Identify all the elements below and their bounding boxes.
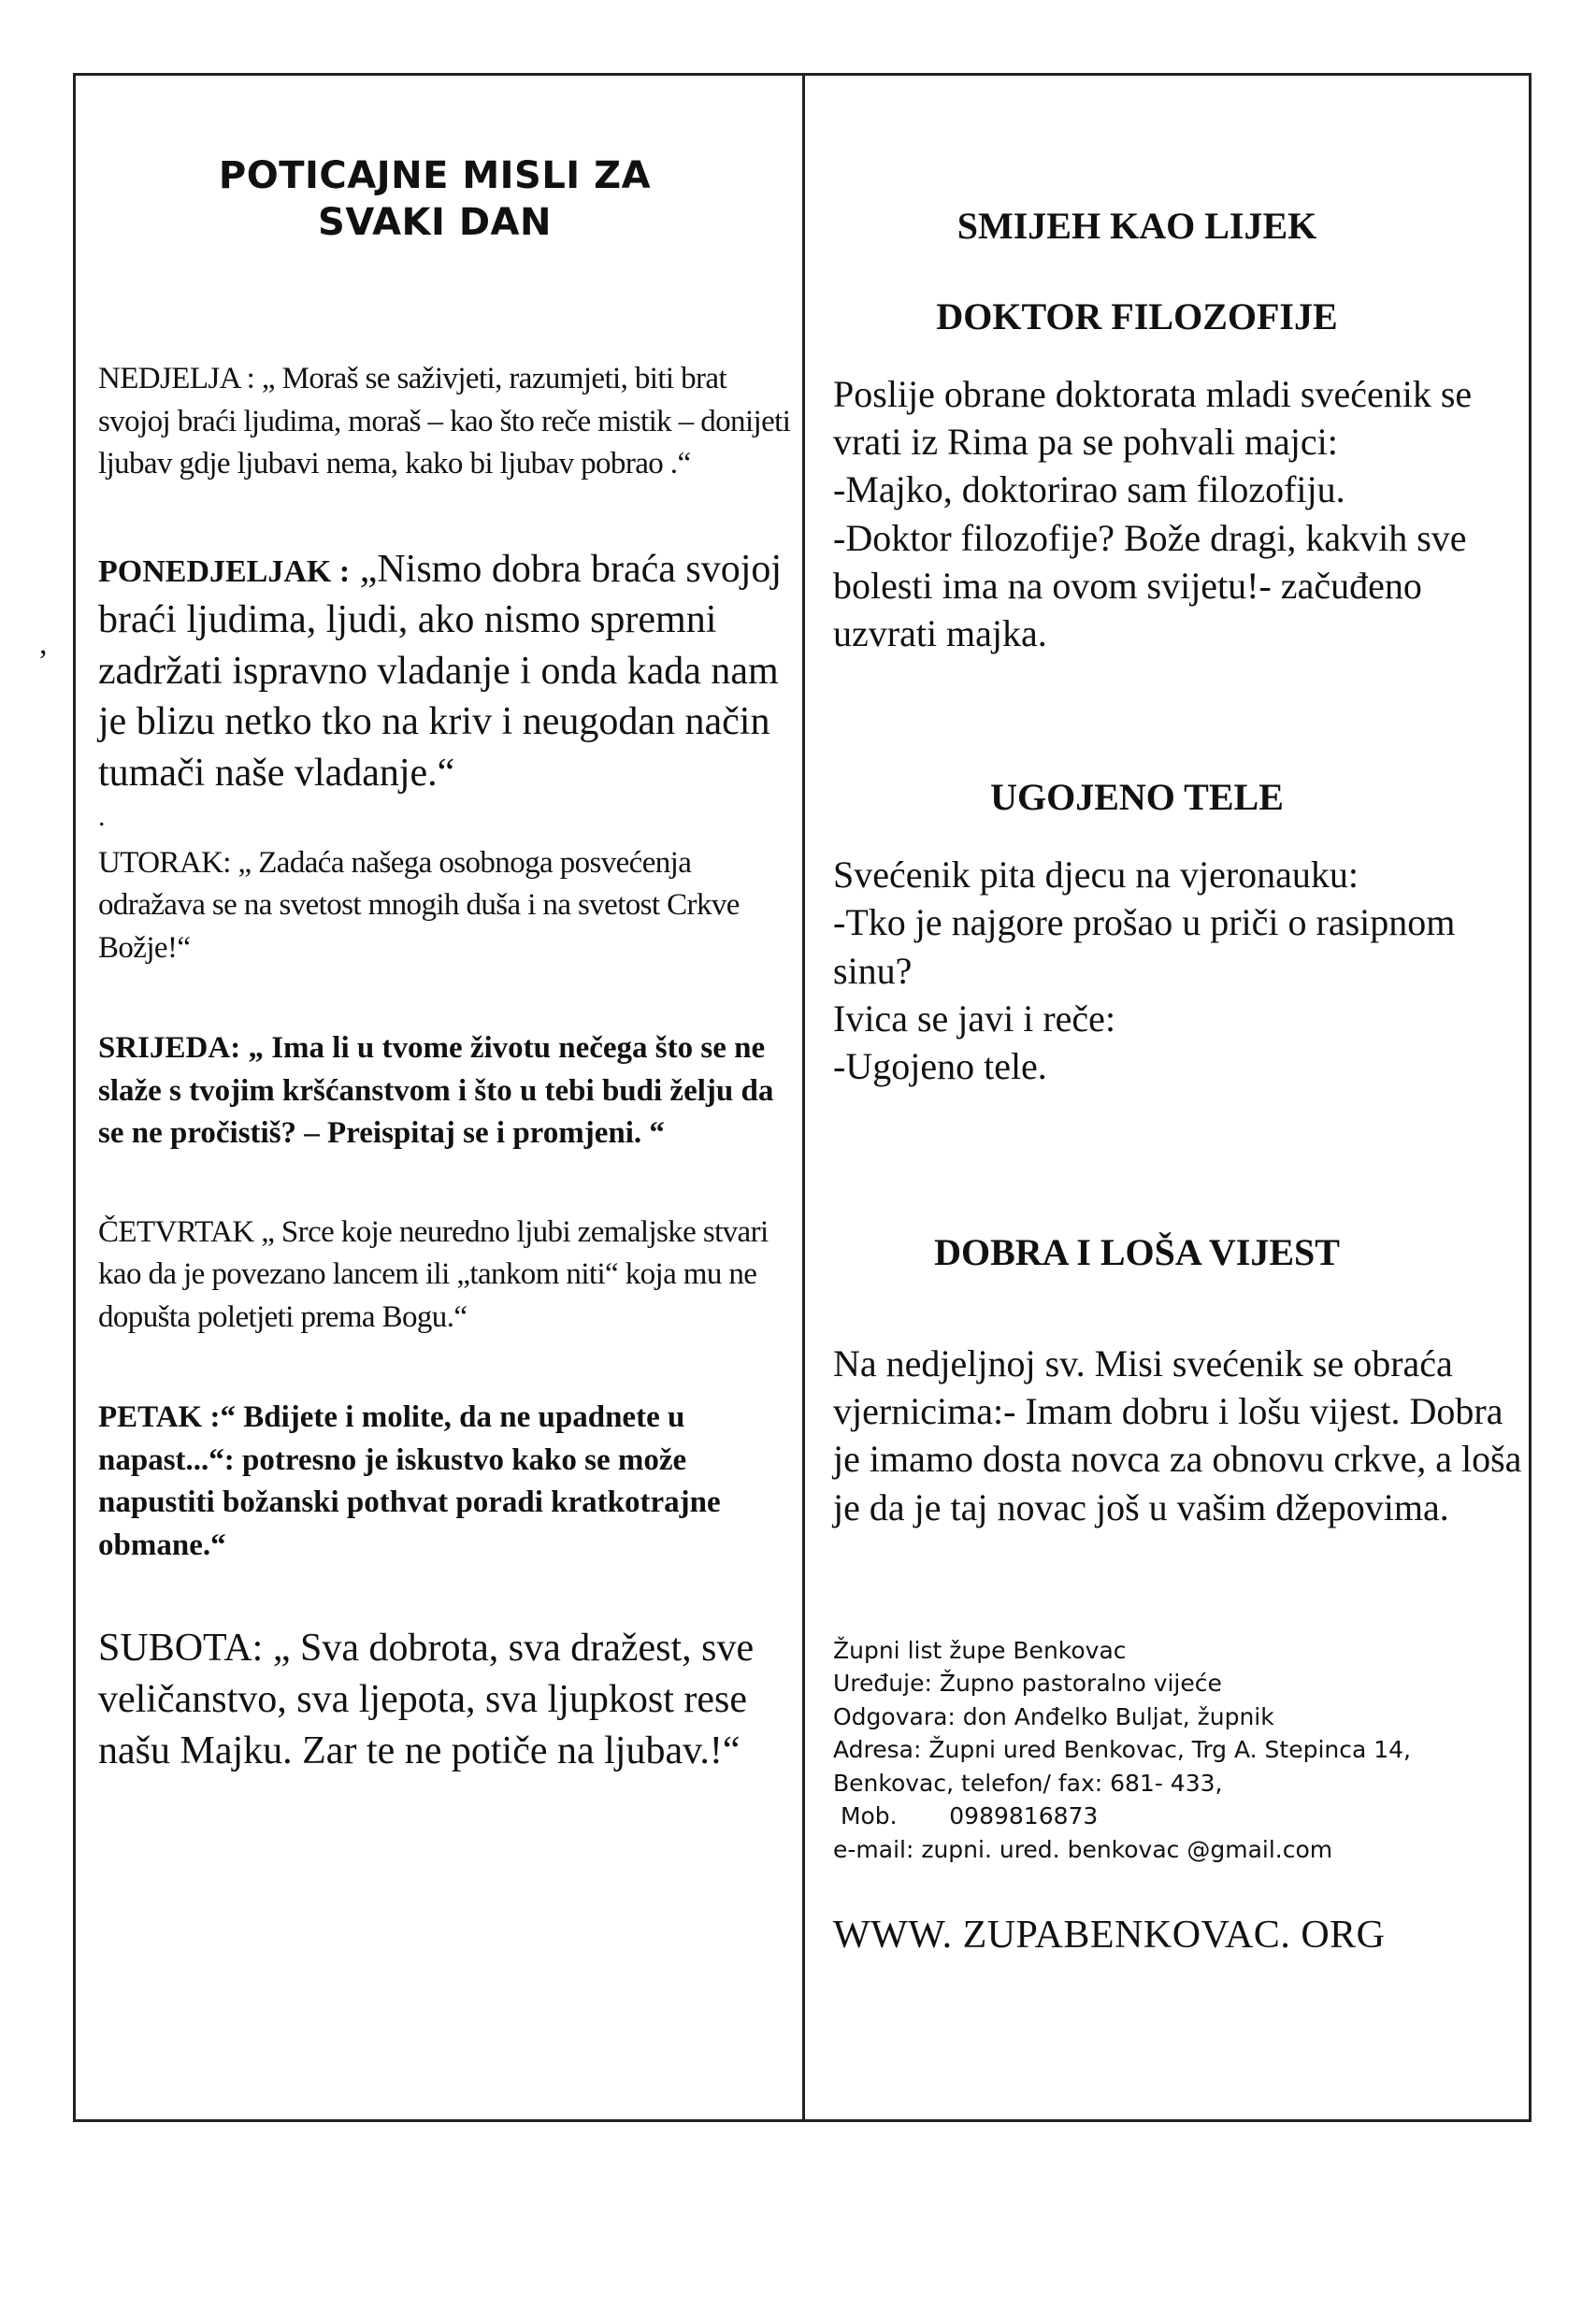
saturday-label: SUBOTA: xyxy=(98,1627,264,1671)
stray-dot: . xyxy=(98,800,106,832)
tuesday-thought xyxy=(98,842,802,970)
joke2-text: Svećenik pita djecu na vjeronauku: -Tko je najgore prošao u priči o rasipnom sinu? Ivica se javi i reče: -Ugojeno tele. xyxy=(833,854,1456,1087)
sunday-text: „ Moraš se saživjeti, razumjeti, biti brat svojoj braći ljudima, moraš – kao što reče mistik – donijeti ljubav gdje ljubavi nema, kako bi ljubav pobrao .“ xyxy=(98,362,791,481)
friday-label: PETAK : xyxy=(98,1400,221,1435)
wednesday-thought xyxy=(98,1027,802,1155)
joke3-title: DOBRA I LOŠA VIJEST xyxy=(934,1231,1340,1274)
friday-thought xyxy=(98,1397,802,1567)
joke3-text: Na nedjeljnoj sv. Misi svećenik se obraća vjernicima:- Imam dobru i lošu vijest. Dobra je imamo dosta novca za obnovu crkve, a loša je da je taj novac još u vašim džepovima. xyxy=(833,1342,1522,1528)
daily-thoughts-title: POTICAJNE MISLI ZA SVAKI DAN xyxy=(218,154,652,244)
monday-thought xyxy=(98,544,802,799)
parish-imprint xyxy=(833,1634,1529,1867)
monday-label: PONEDJELJAK : xyxy=(98,553,351,589)
margin-mark: , xyxy=(39,626,48,661)
wednesday-text: „ Ima li u tvome životu nečega što se ne slaže s tvojim kršćanstvom i što u tebi budi želju da se ne pročistiš? – Preispitaj se i promjeni. “ xyxy=(98,1031,774,1151)
imprint-line: Adresa: Župni ured Benkovac, Trg A. Stepinca 14, xyxy=(833,1736,1412,1764)
imprint-line: Mob. 0989816873 xyxy=(833,1802,1099,1830)
saturday-text: „ Sva dobrota, sva dražest, sve veličanstvo, sva ljepota, sva ljupkost rese našu Majku. Zar te ne potiče na ljubav.!“ xyxy=(98,1627,755,1772)
sunday-thought xyxy=(98,358,802,486)
friday-text: “ Bdijete i molite, da ne upadnete u napast...“: potresno je iskustvo kako se može napustiti božanski pothvat poradi kratkotrajne obmane.“ xyxy=(98,1400,721,1562)
imprint-email: e-mail: zupni. ured. benkovac @gmail.com xyxy=(833,1835,1333,1863)
thursday-label: ČETVRTAK xyxy=(98,1214,254,1249)
left-column xyxy=(76,73,802,2122)
joke2-title: UGOJENO TELE xyxy=(990,776,1284,819)
saturday-thought xyxy=(98,1623,802,1776)
wednesday-label: SRIJEDA: xyxy=(98,1031,241,1066)
imprint-line: Odgovara: don Anđelko Buljat, župnik xyxy=(833,1702,1274,1730)
tuesday-label: UTORAK: xyxy=(98,845,231,880)
imprint-line: Uređuje: Župno pastoralno vijeće xyxy=(833,1670,1222,1698)
thursday-text: „ Srce koje neuredno ljubi zemaljske stvari kao da je povezano lancem ili „tankom niti“ koja mu ne dopušta poletjeti prema Bogu.“ xyxy=(98,1214,769,1334)
joke1-text: Poslije obrane doktorata mladi svećenik se vrati iz Rima pa se pohvali majci: -Majko, doktorirao sam filozofiju. -Doktor filozofije? Bože dragi, kakvih sve bolesti ima na ovom svijetu!- začuđeno uzvrati majka. xyxy=(833,373,1473,654)
joke1-title: DOKTOR FILOZOFIJE xyxy=(936,295,1338,337)
jokes-heading: SMIJEH KAO LIJEK xyxy=(956,205,1317,247)
right-column xyxy=(805,73,1529,2122)
tuesday-text: „ Zadaća našega osobnoga posvećenja odražava se na svetost mnogih duša i na svetost Crkve Božje!“ xyxy=(98,845,740,965)
website-url: WWW. ZUPABENKOVAC. ORG xyxy=(833,1914,1386,1958)
sunday-label: NEDJELJA : xyxy=(98,362,255,395)
imprint-line: Župni list župe Benkovac xyxy=(833,1636,1127,1664)
thursday-thought xyxy=(98,1212,802,1340)
imprint-line: Benkovac, telefon/ fax: 681- 433, xyxy=(833,1769,1223,1797)
monday-text: „Nismo dobra braća svojoj braći ljudima, ljudi, ako nismo spremni zadržati ispravno vladanje i onda kada nam je blizu netko tko na kriv i neugodan način tumači naše vladanje.“ xyxy=(98,547,783,795)
